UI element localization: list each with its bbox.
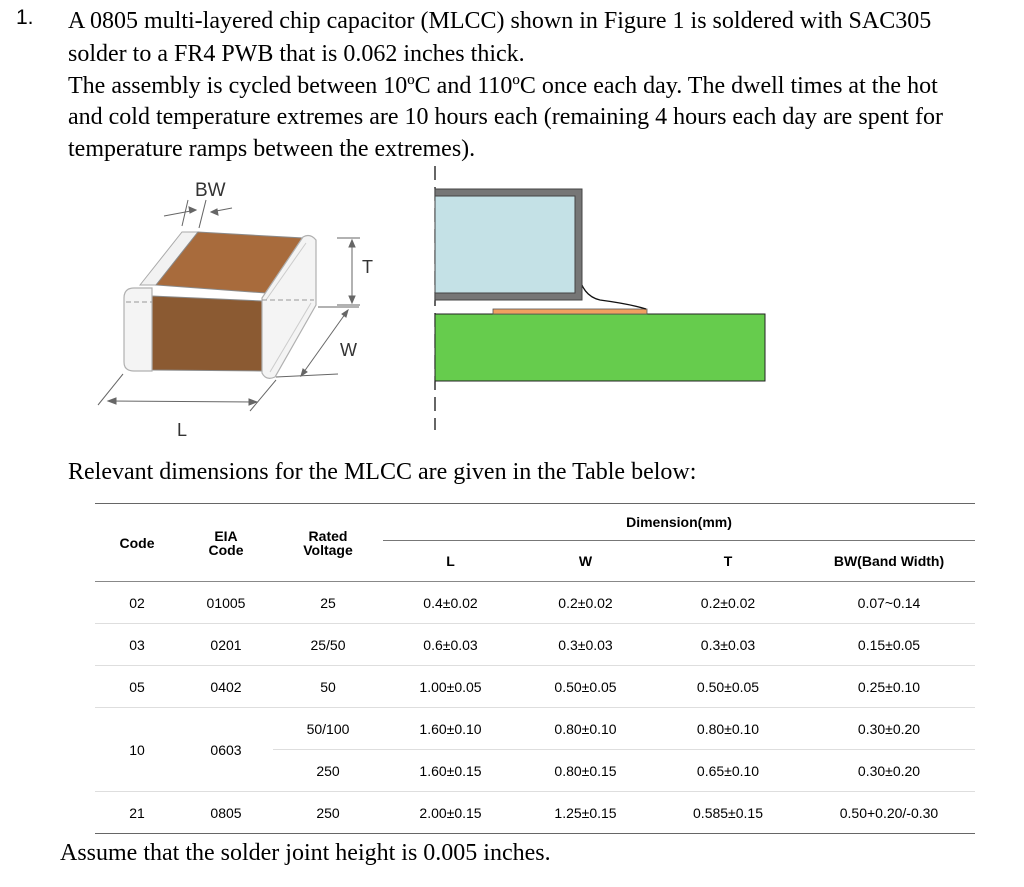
copper-pad xyxy=(493,309,647,314)
header-w: W xyxy=(518,541,653,582)
cell-eia: 0805 xyxy=(179,792,273,834)
cell-l: 2.00±0.15 xyxy=(383,792,518,834)
cell-t: 0.65±0.10 xyxy=(653,750,803,792)
header-eia-code: EIA Code xyxy=(179,504,273,582)
table-row xyxy=(95,582,975,624)
dimension-table xyxy=(95,503,975,834)
header-code: Code xyxy=(95,504,179,582)
header-rated-voltage: Rated Voltage xyxy=(273,504,383,582)
cell-voltage: 50/100 xyxy=(273,708,383,750)
cell-eia: 0603 xyxy=(179,708,273,792)
l-label: L xyxy=(177,420,188,440)
cell-voltage: 25 xyxy=(273,582,383,624)
mlcc-chip-illustration xyxy=(98,180,373,440)
cell-code: 10 xyxy=(95,708,179,792)
cell-bw: 0.30±0.20 xyxy=(803,708,975,750)
w-label: W xyxy=(340,340,357,360)
assumption-text: Assume that the solder joint height is 0.005 inches. xyxy=(60,840,551,866)
cell-t: 0.585±0.15 xyxy=(653,792,803,834)
question-number: 1. xyxy=(16,6,34,29)
cell-t: 0.50±0.05 xyxy=(653,666,803,708)
question-line-4: and cold temperature extremes are 10 hours each (remaining 4 hours each day are spent for xyxy=(68,104,943,130)
cell-eia: 01005 xyxy=(179,582,273,624)
cell-voltage: 250 xyxy=(273,792,383,834)
cell-l: 0.4±0.02 xyxy=(383,582,518,624)
cell-w: 0.80±0.15 xyxy=(518,750,653,792)
cell-bw: 0.15±0.05 xyxy=(803,624,975,666)
header-l: L xyxy=(383,541,518,582)
cell-w: 1.25±0.15 xyxy=(518,792,653,834)
table-header-row xyxy=(95,504,975,541)
cell-w: 0.2±0.02 xyxy=(518,582,653,624)
cell-eia: 0402 xyxy=(179,666,273,708)
cell-bw: 0.50+0.20/-0.30 xyxy=(803,792,975,834)
t-label: T xyxy=(362,257,373,277)
cell-w: 0.80±0.10 xyxy=(518,708,653,750)
table-row xyxy=(95,792,975,834)
chip-body xyxy=(435,196,575,293)
table-row xyxy=(95,624,975,666)
header-dimension: Dimension(mm) xyxy=(383,504,975,541)
l-dimension-arrows xyxy=(98,374,276,411)
cell-voltage: 50 xyxy=(273,666,383,708)
cell-w: 0.50±0.05 xyxy=(518,666,653,708)
cell-bw: 0.30±0.20 xyxy=(803,750,975,792)
question-line-3: The assembly is cycled between 10ºC and 110ºC once each day. The dwell times at the hot xyxy=(68,73,938,99)
cell-eia: 0201 xyxy=(179,624,273,666)
cell-code: 03 xyxy=(95,624,179,666)
cell-l: 1.60±0.10 xyxy=(383,708,518,750)
cell-t: 0.2±0.02 xyxy=(653,582,803,624)
cell-bw: 0.25±0.10 xyxy=(803,666,975,708)
question-line-1: A 0805 multi-layered chip capacitor (MLCC) shown in Figure 1 is soldered with SAC305 xyxy=(68,8,932,34)
cell-bw: 0.07~0.14 xyxy=(803,582,975,624)
cell-voltage: 250 xyxy=(273,750,383,792)
left-terminal-front xyxy=(124,288,152,371)
solder-cross-section xyxy=(435,166,765,430)
table-row xyxy=(95,708,975,750)
question-line-5: temperature ramps between the extremes). xyxy=(68,136,476,162)
bw-label: BW xyxy=(195,180,226,201)
cell-code: 02 xyxy=(95,582,179,624)
question-line-2: solder to a FR4 PWB that is 0.062 inches thick. xyxy=(68,41,525,67)
table-row xyxy=(95,666,975,708)
cell-l: 1.00±0.05 xyxy=(383,666,518,708)
t-dimension-arrows xyxy=(337,238,360,305)
relevant-dimensions-text: Relevant dimensions for the MLCC are given in the Table below: xyxy=(68,459,697,485)
cell-l: 1.60±0.15 xyxy=(383,750,518,792)
cell-code: 05 xyxy=(95,666,179,708)
header-bw: BW(Band Width) xyxy=(803,541,975,582)
cell-voltage: 25/50 xyxy=(273,624,383,666)
header-t: T xyxy=(653,541,803,582)
bw-dimension-arrows xyxy=(164,200,232,228)
green-board xyxy=(435,314,765,381)
cell-t: 0.80±0.10 xyxy=(653,708,803,750)
cell-t: 0.3±0.03 xyxy=(653,624,803,666)
cell-code: 21 xyxy=(95,792,179,834)
cell-w: 0.3±0.03 xyxy=(518,624,653,666)
body-front-face xyxy=(152,296,262,371)
cell-l: 0.6±0.03 xyxy=(383,624,518,666)
solder-fillet xyxy=(578,272,646,309)
